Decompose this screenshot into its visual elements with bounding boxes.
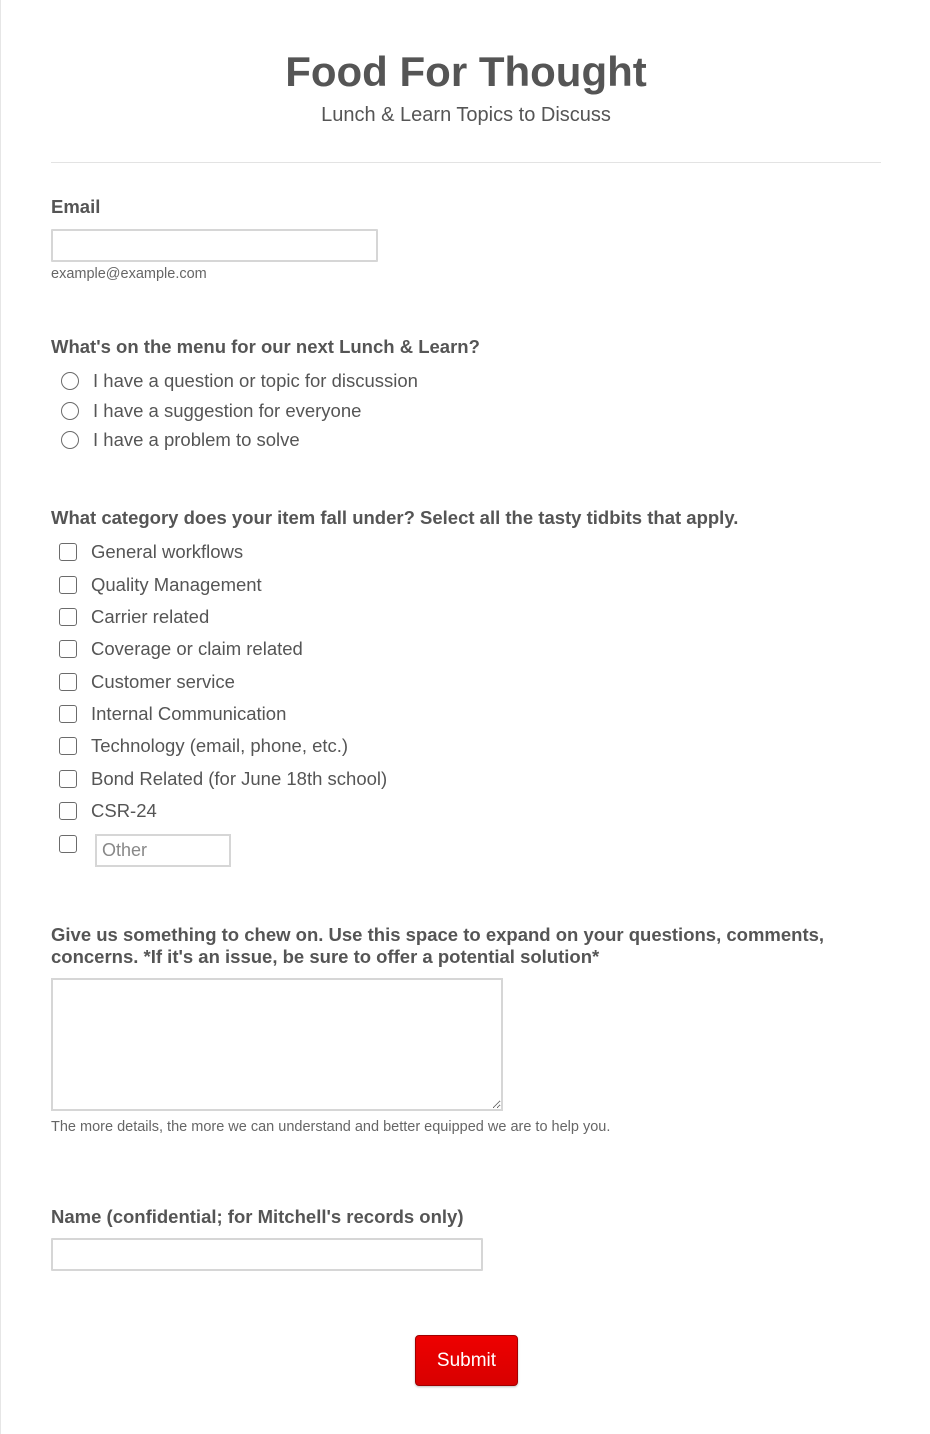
checkbox[interactable] (59, 802, 77, 820)
category-question-label: What category does your item fall under? Select all the tasty tidbits that apply. (51, 507, 739, 528)
checkbox-option[interactable] (59, 605, 209, 629)
details-question-label (51, 924, 824, 968)
checkbox[interactable] (59, 608, 77, 626)
radio-button[interactable] (61, 431, 79, 449)
checkbox-option-other[interactable] (59, 832, 77, 856)
checkbox[interactable] (59, 737, 77, 755)
header-divider (51, 162, 881, 163)
form-subtitle: Lunch & Learn Topics to Discuss (321, 104, 611, 126)
radio-option-label: I have a question or topic for discussion (93, 370, 418, 391)
checkbox[interactable] (59, 770, 77, 788)
radio-option[interactable] (59, 428, 300, 452)
checkbox-option[interactable] (59, 799, 157, 823)
radio-button[interactable] (61, 372, 79, 390)
email-sublabel: example@example.com (51, 266, 207, 282)
checkbox-option-label: General workflows (91, 541, 244, 562)
checkbox-option-label: Quality Management (91, 574, 262, 595)
radio-button[interactable] (61, 402, 79, 420)
checkbox[interactable] (59, 640, 77, 658)
name-label: Name (confidential; for Mitchell's records only) (51, 1206, 464, 1227)
checkbox-option[interactable] (59, 767, 387, 791)
details-label-line: Give us something to chew on. Use this space to expand on your questions, comments, (51, 924, 825, 945)
name-input[interactable] (51, 1238, 483, 1271)
checkbox-option[interactable] (59, 573, 262, 597)
radio-option[interactable] (59, 399, 361, 423)
checkbox-option-label: Technology (email, phone, etc.) (91, 735, 349, 756)
checkbox-option[interactable] (59, 670, 235, 694)
checkbox-option[interactable] (59, 702, 286, 726)
menu-question-label: What's on the menu for our next Lunch & Learn? (51, 336, 480, 357)
radio-option-label: I have a problem to solve (93, 429, 300, 450)
details-sublabel: The more details, the more we can understand and better equipped we are to help you. (51, 1119, 611, 1135)
checkbox-option[interactable] (59, 540, 243, 564)
checkbox[interactable] (59, 835, 77, 853)
checkbox-option-label: Customer service (91, 671, 235, 692)
details-textarea[interactable] (51, 978, 503, 1111)
checkbox-option[interactable] (59, 734, 348, 758)
checkbox[interactable] (59, 543, 77, 561)
checkbox-option-label: Internal Communication (91, 703, 287, 724)
radio-option-label: I have a suggestion for everyone (93, 400, 362, 421)
checkbox-option-label: Coverage or claim related (91, 638, 303, 659)
details-label-line: concerns. *If it's an issue, be sure to offer a potential solution* (51, 946, 600, 967)
email-input[interactable] (51, 229, 378, 262)
form-header (51, 46, 881, 128)
checkbox-option-label: CSR-24 (91, 800, 157, 821)
radio-option[interactable] (59, 369, 418, 393)
checkbox-option-label: Carrier related (91, 606, 210, 627)
checkbox-option-label: Bond Related (for June 18th school) (91, 768, 388, 789)
checkbox[interactable] (59, 576, 77, 594)
checkbox[interactable] (59, 705, 77, 723)
submit-button[interactable]: Submit (415, 1335, 518, 1386)
other-input[interactable] (95, 834, 231, 867)
checkbox[interactable] (59, 673, 77, 691)
email-label: Email (51, 196, 101, 217)
checkbox-option[interactable] (59, 637, 303, 661)
form-title: Food For Thought (285, 48, 647, 95)
